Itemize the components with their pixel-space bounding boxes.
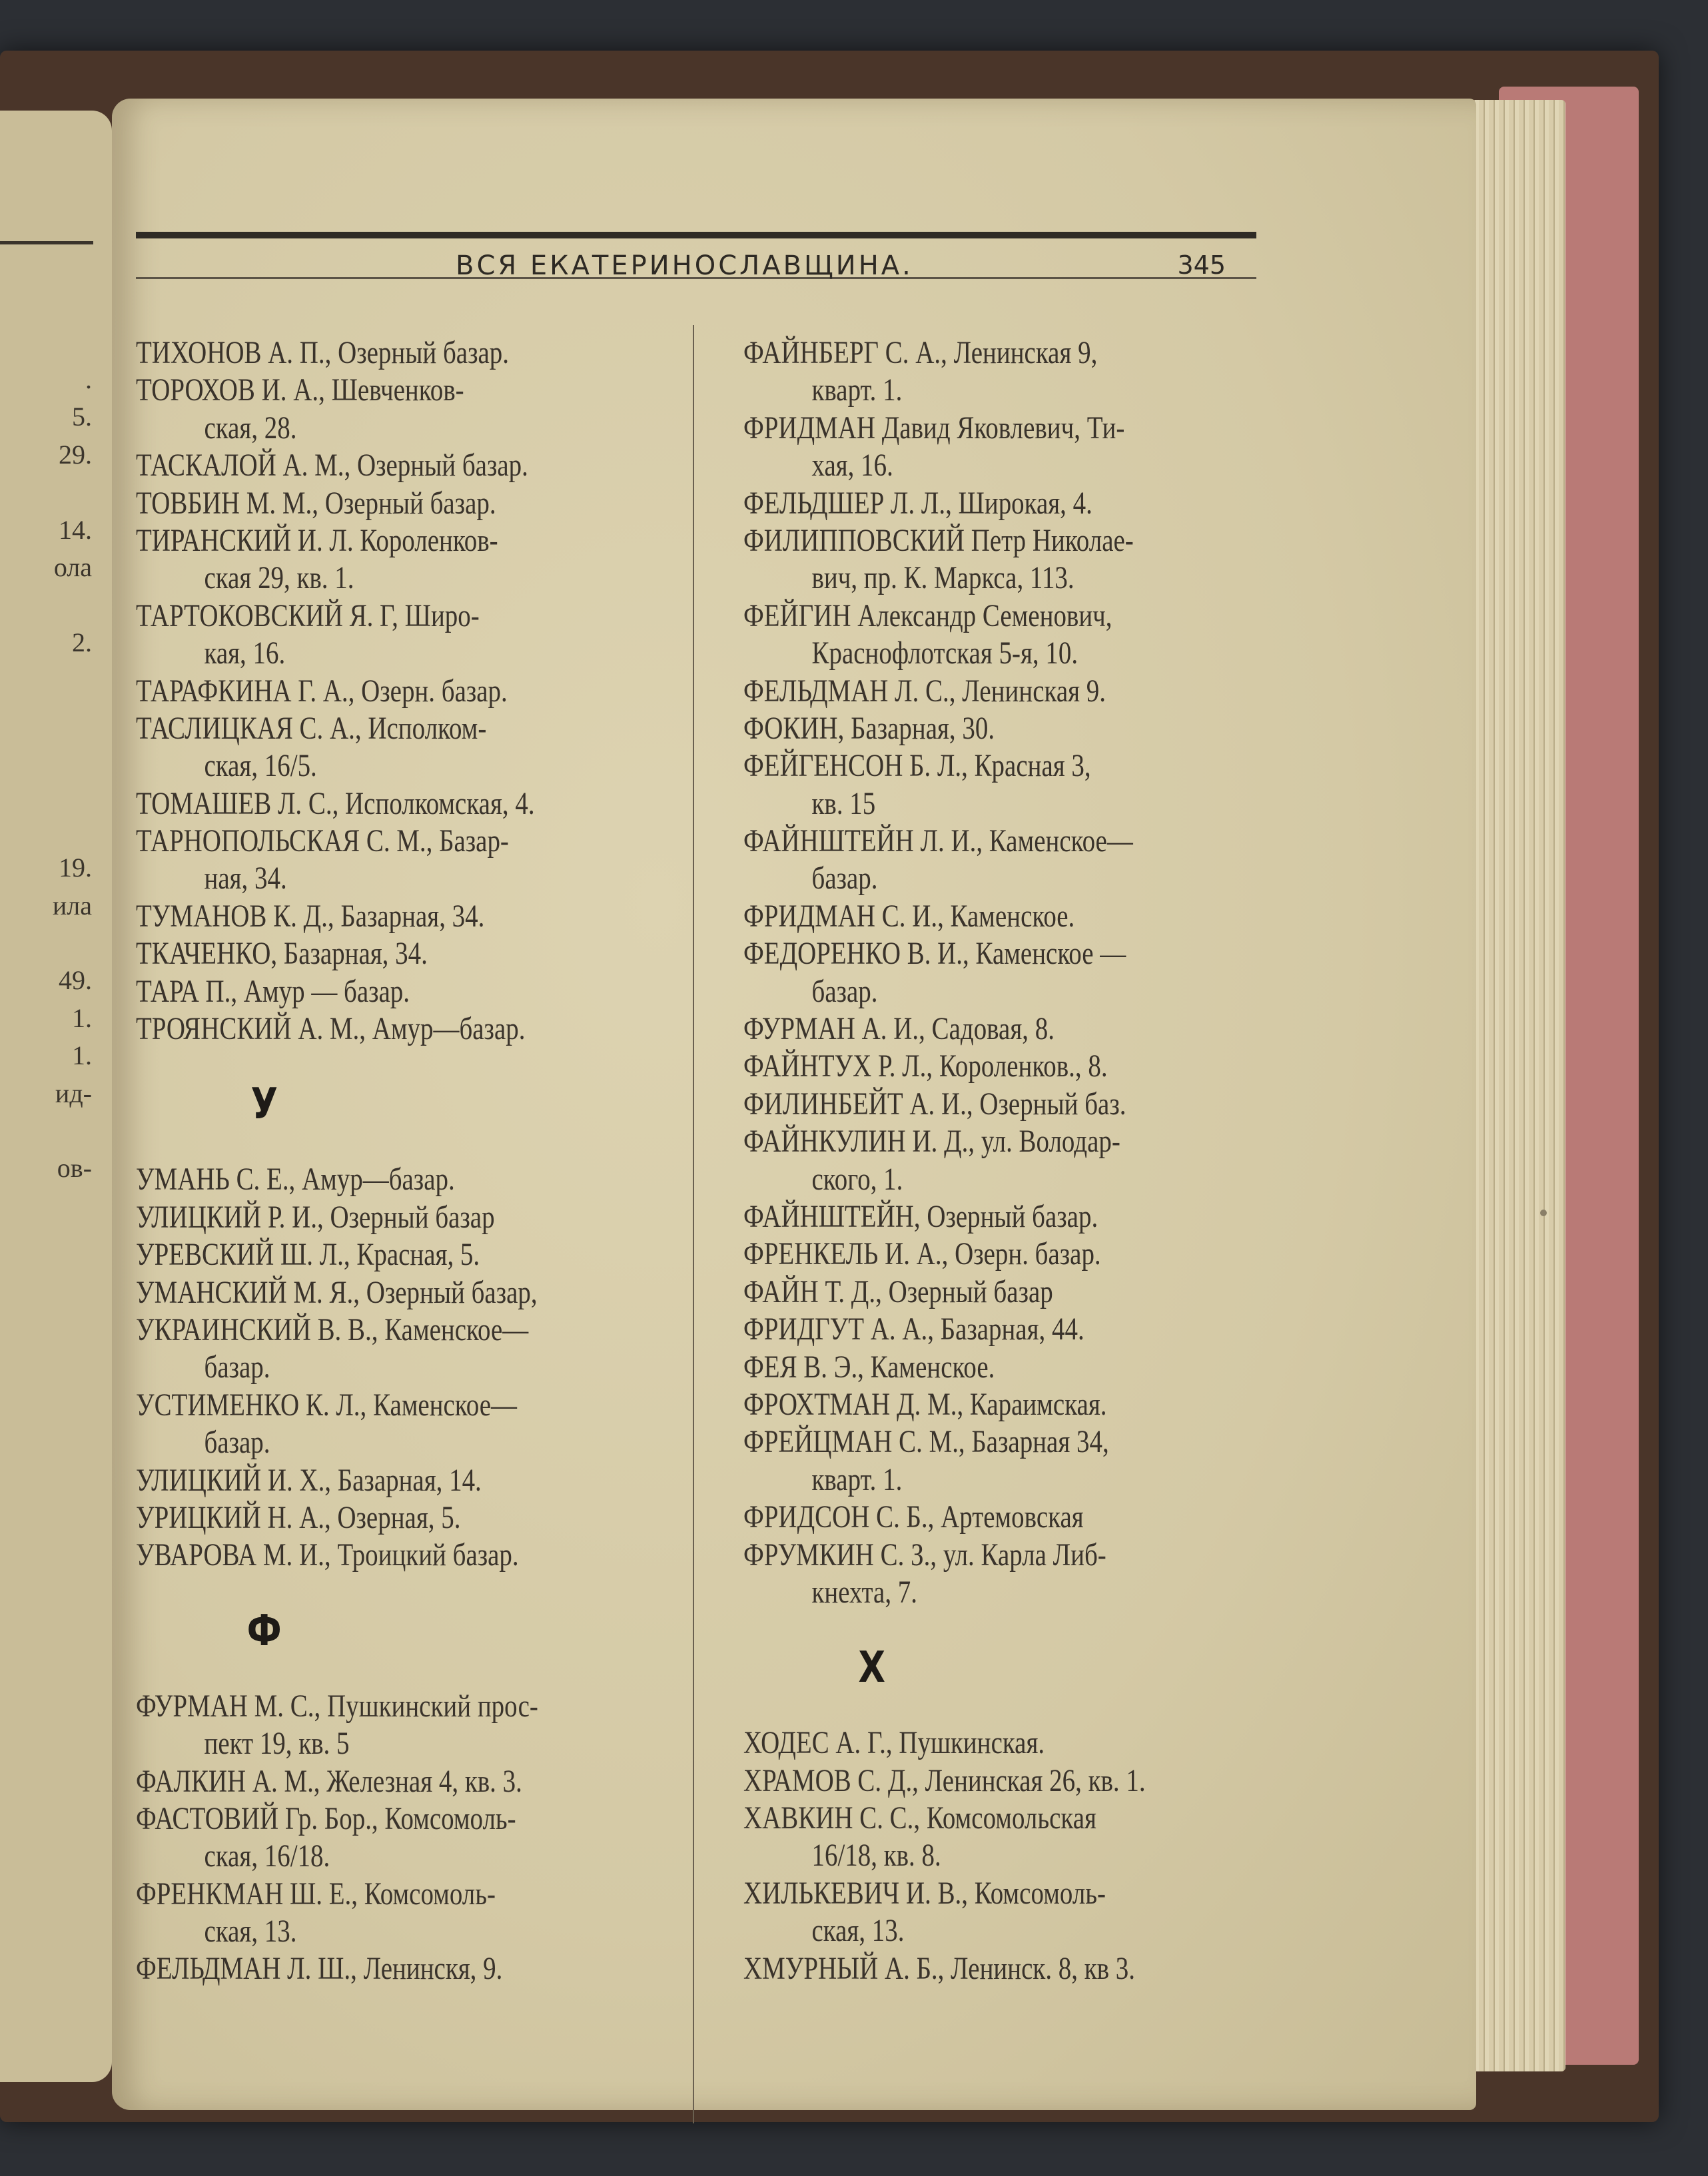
directory-entry: ТОМАШЕВ Л. С., Исполкомская, 4.	[136, 786, 535, 821]
section-letter: У	[250, 1080, 278, 1130]
entry-continuation: кварт. 1.	[811, 373, 903, 408]
directory-entry: ТАРНОПОЛЬСКАЯ С. М., Базар-	[136, 824, 509, 859]
section-letter: Ф	[246, 1606, 282, 1656]
paper-speck	[1540, 1210, 1547, 1216]
directory-entry: ТАРТОКОВСКИЙ Я. Г, Широ-	[136, 598, 480, 633]
directory-entry: ФРЕЙЦМАН С. М., Базарная 34,	[743, 1425, 1109, 1460]
directory-entry: ФЕЛЬДМАН Л. Ш., Ленинскя, 9.	[136, 1952, 503, 1987]
directory-entry: ФЕЙГЕНСОН Б. Л., Красная 3,	[743, 749, 1091, 784]
directory-entry: ФИЛИППОВСКИЙ Петр Николае-	[743, 523, 1134, 558]
directory-entry: ФУРМАН А. И., Садовая, 8.	[743, 1012, 1055, 1047]
left-page-fragment: ола	[53, 552, 92, 582]
entry-continuation: ская, 28.	[204, 410, 297, 446]
entry-continuation: ная, 34.	[204, 861, 287, 897]
left-page-fragment: ила	[52, 890, 92, 920]
directory-entry: УСТИМЕНКО К. Л., Каменское—	[136, 1387, 517, 1423]
left-page-fragment: 49.	[59, 965, 92, 996]
directory-entry: ТИРАНСКИЙ И. Л. Короленков-	[136, 523, 498, 558]
directory-entry: ФРЕНКЕЛЬ И. А., Озерн. базар.	[743, 1237, 1101, 1272]
directory-entry: ФАЙНБЕРГ С. А., Ленинская 9,	[743, 336, 1098, 370]
directory-entry: ФРИДСОН С. Б., Артемовская	[743, 1500, 1084, 1535]
entry-continuation: вич, пр. К. Маркса, 113.	[811, 561, 1074, 596]
directory-entry: ТАРАФКИНА Г. А., Озерн. базар.	[136, 673, 508, 709]
directory-entry: ФРИДМАН С. И., Каменское.	[743, 899, 1075, 934]
directory-entry: УКРАИНСКИЙ В. В., Каменское—	[136, 1312, 529, 1347]
directory-entry: ТКАЧЕНКО, Базарная, 34.	[136, 936, 428, 972]
directory-entry: ФЕЯ В. Э., Каменское.	[743, 1349, 995, 1385]
left-page-fragment: 1.	[72, 1002, 92, 1033]
directory-entry: ФИЛИНБЕЙТ А. И., Озерный баз.	[743, 1086, 1126, 1122]
entry-continuation: базар.	[204, 1425, 270, 1461]
directory-entry: ТУМАНОВ К. Д., Базарная, 34.	[136, 899, 485, 934]
directory-entry: ФРОХТМАН Д. М., Караимская.	[743, 1387, 1107, 1422]
directory-entry: ФАЙНШТЕЙН Л. И., Каменское—	[743, 824, 1133, 859]
left-page-fragment: 14.	[59, 514, 92, 545]
directory-entry: ТАСКАЛОЙ А. М., Озерный базар.	[136, 448, 528, 484]
left-page-fragment: 2.	[72, 627, 92, 657]
directory-entry: ФАЙНШТЕЙН, Озерный базар.	[743, 1199, 1098, 1234]
entry-continuation: пект 19, кв. 5	[204, 1726, 350, 1762]
directory-entry: ФЕДОРЕНКО В. И., Каменское —	[743, 936, 1126, 972]
directory-entry: УВАРОВА М. И., Троицкий базар.	[136, 1538, 519, 1573]
entry-continuation: ская, 16/5.	[204, 749, 317, 784]
directory-entry: ФАЙНКУЛИН И. Д., ул. Володар-	[743, 1124, 1120, 1160]
running-title: ВСЯ ЕКАТЕРИНОСЛАВЩИНА.	[456, 250, 913, 281]
left-page-fragment: 29.	[59, 439, 92, 470]
directory-entry: ФЕЙГИН Александр Семенович,	[743, 598, 1112, 633]
entry-continuation: кая, 16.	[204, 636, 286, 671]
left-page-fragment: 19.	[59, 853, 92, 883]
directory-entry: ТОРОХОВ И. А., Шевченков-	[136, 373, 464, 408]
directory-entry: ФАЙН Т. Д., Озерный базар	[743, 1274, 1053, 1309]
entry-continuation: кв. 15	[811, 786, 876, 821]
entry-continuation: ская 29, кв. 1.	[204, 561, 354, 596]
entry-continuation: базар.	[811, 974, 878, 1009]
directory-entry: УЛИЦКИЙ И. Х., Базарная, 14.	[136, 1463, 482, 1498]
left-page-header-rule	[0, 241, 93, 244]
directory-entry: ФРИДГУТ А. А., Базарная, 44.	[743, 1312, 1084, 1347]
directory-entry: ФЕЛЬДМАН Л. С., Ленинская 9.	[743, 673, 1106, 709]
directory-entry: ТАСЛИЦКАЯ С. А., Исполком-	[136, 711, 487, 746]
entry-continuation: кнехта, 7.	[811, 1575, 918, 1610]
right-page	[112, 99, 1476, 2110]
entry-continuation: Краснофлотская 5-я, 10.	[811, 636, 1078, 671]
entry-continuation: ская, 13.	[204, 1914, 297, 1950]
left-page-fragment: ид-	[55, 1078, 92, 1108]
entry-continuation: базар.	[204, 1350, 270, 1385]
directory-entry: ФАЛКИН А. М., Железная 4, кв. 3.	[136, 1764, 522, 1799]
directory-entry: ТАРА П., Амур — базар.	[136, 974, 410, 1009]
entry-continuation: 16/18, кв. 8.	[811, 1838, 941, 1874]
right-column	[743, 334, 1262, 1988]
directory-entry: ХАВКИН С. С., Комсомольская	[743, 1801, 1096, 1836]
directory-entry: УРИЦКИЙ Н. А., Озерная, 5.	[136, 1500, 461, 1535]
directory-entry: ФАЙНТУХ Р. Л., Короленков., 8.	[743, 1049, 1108, 1084]
page-number: 345	[1177, 250, 1226, 280]
entry-continuation: хая, 16.	[811, 448, 893, 484]
directory-entry: ФРУМКИН С. З., ул. Карла Либ-	[743, 1537, 1106, 1573]
directory-entry: УЛИЦКИЙ Р. И., Озерный базар	[136, 1200, 495, 1235]
directory-entry: ФРЕНКМАН Ш. Е., Комсомоль-	[136, 1876, 496, 1912]
directory-entry: ФЕЛЬДШЕР Л. Л., Широкая, 4.	[743, 486, 1092, 521]
entry-continuation: ского, 1.	[811, 1162, 903, 1197]
left-page-fragment: 5.	[72, 402, 92, 432]
entry-continuation: кварт. 1.	[811, 1462, 903, 1497]
directory-entry: ТРОЯНСКИЙ А. М., Амур—базар.	[136, 1012, 526, 1047]
directory-entry: ХМУРНЫЙ А. Б., Ленинск. 8, кв 3.	[743, 1951, 1136, 1986]
directory-entry: ХИЛЬКЕВИЧ И. В., Комсомоль-	[743, 1876, 1106, 1911]
directory-entry: ФОКИН, Базарная, 30.	[743, 711, 995, 746]
directory-entry: ФРИДМАН Давид Яковлевич, Ти-	[743, 410, 1125, 446]
left-page-fragment: 1.	[72, 1040, 92, 1071]
section-letter: Х	[858, 1643, 885, 1693]
entry-continuation: базар.	[811, 861, 878, 897]
directory-entry: ХОДЕС А. Г., Пушкинская.	[743, 1726, 1045, 1761]
left-page-fragment: .	[85, 364, 92, 394]
directory-entry: УМАНСКИЙ М. Я., Озерный базар,	[136, 1275, 538, 1310]
directory-entry: ТОВБИН М. М., Озерный базар.	[136, 486, 496, 521]
page-header	[136, 232, 1256, 279]
entry-continuation: ская, 16/18.	[204, 1839, 330, 1874]
column-divider	[693, 325, 694, 2123]
directory-entry: ФУРМАН М. С., Пушкинский прос-	[136, 1688, 538, 1724]
directory-entry: ТИХОНОВ А. П., Озерный базар.	[136, 336, 509, 370]
left-page-fragment: ов-	[57, 1153, 92, 1184]
directory-entry: ХРАМОВ С. Д., Ленинская 26, кв. 1.	[743, 1763, 1146, 1798]
directory-entry: ФАСТОВИЙ Гр. Бор., Комсомоль-	[136, 1801, 516, 1836]
left-column	[136, 334, 655, 1988]
entry-continuation: ская, 13.	[811, 1914, 905, 1949]
directory-entry: УРЕВСКИЙ Ш. Л., Красная, 5.	[136, 1238, 480, 1273]
directory-entry: УМАНЬ С. Е., Амур—базар.	[136, 1162, 455, 1198]
left-page	[0, 111, 112, 2082]
